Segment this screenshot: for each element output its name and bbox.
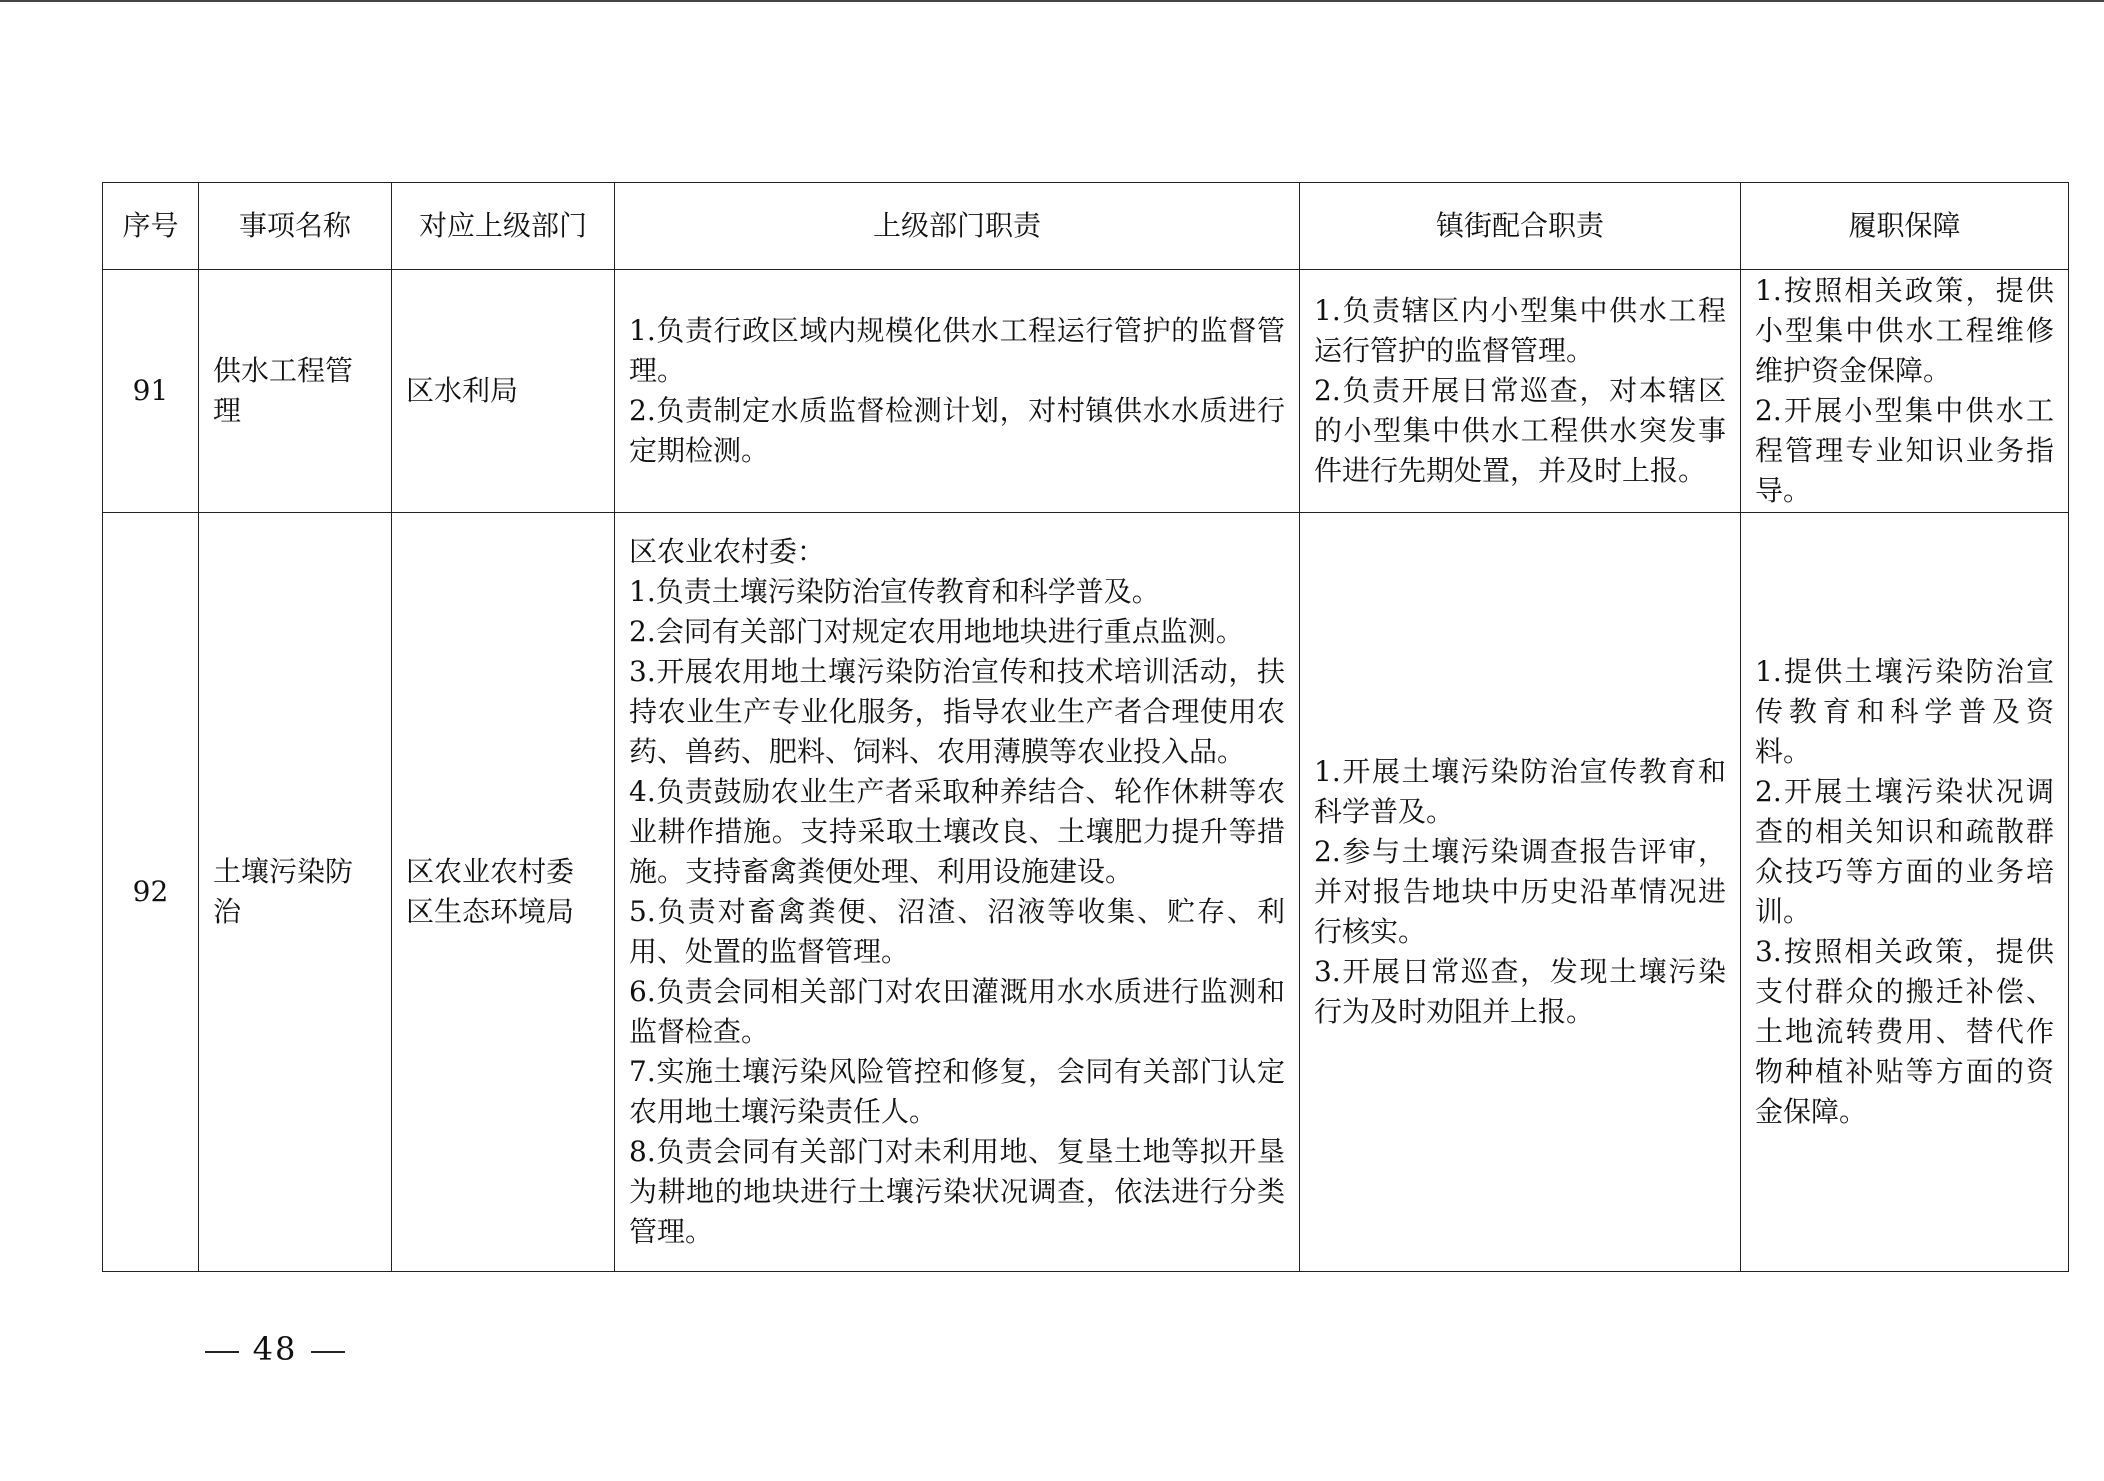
- row-superior-dept: [392, 513, 615, 1272]
- duty-line: 1.负责土壤污染防治宣传教育和科学普及。: [629, 575, 1160, 608]
- duty-line: 3.开展农用地土壤污染防治宣传和技术培训活动，扶持农业生产专业化服务，指导农业生产者合理使用农药、兽药、肥料、饲料、农用薄膜等农业投入品。: [629, 655, 1285, 768]
- dept-line: 区农业农村委: [406, 855, 575, 888]
- page-number-value: 48: [252, 1330, 298, 1368]
- row-town-duties: [1300, 270, 1741, 513]
- support-line: 1.提供土壤污染防治宣传教育和科学普及资料。: [1755, 655, 2054, 768]
- row-superior-duties: [615, 270, 1300, 513]
- page-number-left-dash: [205, 1351, 239, 1353]
- duty-line: 2.参与土壤污染调查报告评审，并对报告地块中历史沿革情况进行核实。: [1314, 835, 1726, 948]
- table-row: [103, 513, 2069, 1272]
- header-superior-dept: 对应上级部门: [392, 183, 615, 270]
- row-town-duties: [1300, 513, 1741, 1272]
- row-superior-duties: [615, 513, 1300, 1272]
- duty-line: 1.负责行政区域内规模化供水工程运行管护的监督管理。: [629, 314, 1285, 387]
- dept-line: 区生态环境局: [406, 895, 575, 928]
- header-superior-duties: 上级部门职责: [615, 183, 1300, 270]
- duty-line: 7.实施土壤污染风险管控和修复，会同有关部门认定农用地土壤污染责任人。: [629, 1055, 1285, 1128]
- page-number: [0, 1330, 550, 1368]
- duty-line: 3.开展日常巡查，发现土壤污染行为及时劝阻并上报。: [1314, 955, 1726, 1028]
- support-line: 2.开展土壤污染状况调查的相关知识和疏散群众技巧等方面的业务培训。: [1755, 775, 2054, 928]
- dept-line: 区水利局: [406, 374, 519, 407]
- support-line: 3.按照相关政策，提供支付群众的搬迁补偿、土地流转费用、替代作物种植补贴等方面的资金保障。: [1755, 935, 2054, 1128]
- row-serial-number: 91: [103, 270, 199, 513]
- duty-line: 2.负责制定水质监督检测计划，对村镇供水水质进行定期检测。: [629, 394, 1285, 467]
- header-serial-number: 序号: [103, 183, 199, 270]
- duties-table: [102, 182, 2069, 1272]
- duty-line: 1.开展土壤污染防治宣传教育和科学普及。: [1314, 755, 1726, 828]
- duty-line: 1.负责辖区内小型集中供水工程运行管护的监督管理。: [1314, 294, 1726, 367]
- table-row: [103, 270, 2069, 513]
- duty-line: 8.负责会同有关部门对未利用地、复垦土地等拟开垦为耕地的地块进行土壤污染状况调查，依法进行分类管理。: [629, 1135, 1285, 1248]
- duty-line: 区农业农村委：: [629, 535, 826, 568]
- duty-line: 2.会同有关部门对规定农用地地块进行重点监测。: [629, 615, 1244, 648]
- row-superior-dept: [392, 270, 615, 513]
- row-item-name: 土壤污染防治: [199, 513, 392, 1272]
- row-performance-support: [1741, 513, 2069, 1272]
- page-number-right-dash: [311, 1351, 345, 1353]
- duty-line: 5.负责对畜禽粪便、沼渣、沼液等收集、贮存、利用、处置的监督管理。: [629, 895, 1285, 968]
- duty-line: 2.负责开展日常巡查，对本辖区的小型集中供水工程供水突发事件进行先期处置，并及时上报。: [1314, 374, 1726, 487]
- table-header-row: [103, 183, 2069, 270]
- header-item-name: 事项名称: [199, 183, 392, 270]
- duty-line: 4.负责鼓励农业生产者采取种养结合、轮作休耕等农业耕作措施。支持采取土壤改良、土壤肥力提升等措施。支持畜禽粪便处理、利用设施建设。: [629, 775, 1285, 888]
- row-serial-number: 92: [103, 513, 199, 1272]
- page-top-border: [0, 0, 2104, 2]
- support-line: 1.按照相关政策，提供小型集中供水工程维修维护资金保障。: [1755, 274, 2054, 387]
- row-item-name: 供水工程管理: [199, 270, 392, 513]
- duty-line: 6.负责会同相关部门对农田灌溉用水水质进行监测和监督检查。: [629, 975, 1285, 1048]
- header-town-duties: 镇街配合职责: [1300, 183, 1741, 270]
- support-line: 2.开展小型集中供水工程管理专业知识业务指导。: [1755, 394, 2054, 507]
- row-performance-support: [1741, 270, 2069, 513]
- header-performance-support: 履职保障: [1741, 183, 2069, 270]
